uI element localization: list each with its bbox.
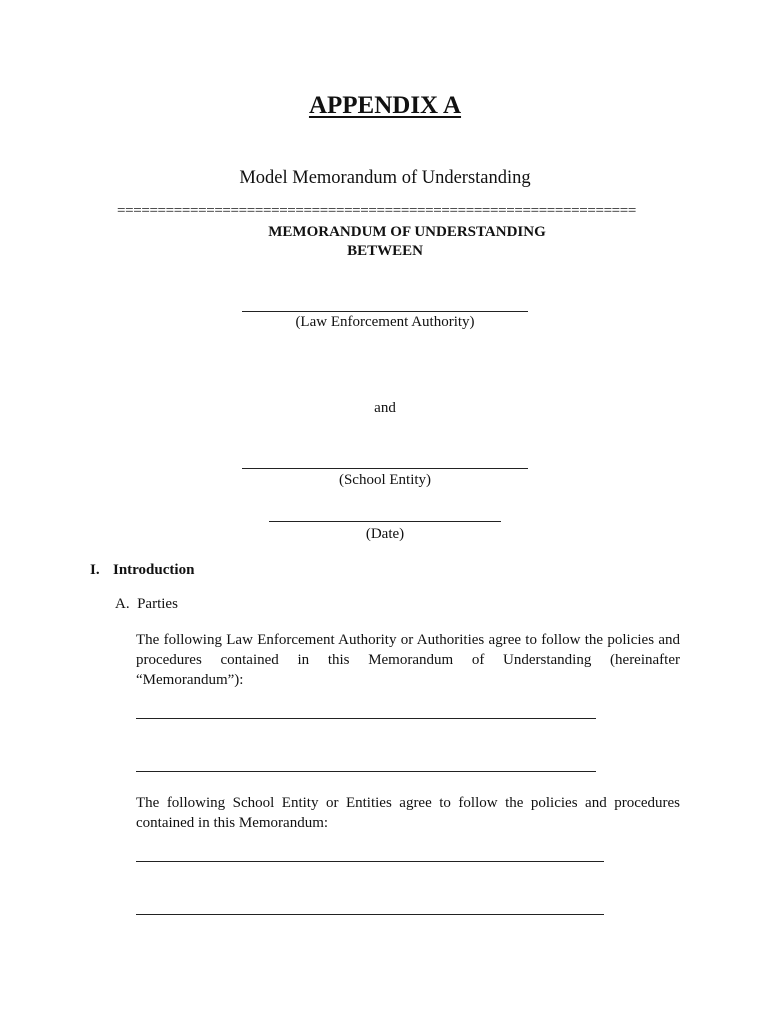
conjunction-and: and bbox=[374, 400, 396, 416]
school-entity-entry-line-1[interactable] bbox=[136, 861, 604, 862]
school-entity-signature-line[interactable] bbox=[242, 468, 528, 469]
document-title bbox=[0, 92, 770, 120]
law-enforcement-label: (Law Enforcement Authority) bbox=[295, 314, 475, 330]
separator-line: ================================================================ bbox=[117, 203, 637, 219]
memorandum-heading: MEMORANDUM OF UNDERSTANDING bbox=[268, 224, 546, 240]
section-title: Introduction bbox=[113, 562, 195, 578]
date-label: (Date) bbox=[365, 526, 405, 542]
law-enforcement-entry-line-1[interactable] bbox=[136, 718, 596, 719]
date-line[interactable] bbox=[269, 521, 501, 522]
law-enforcement-paragraph: The following Law Enforcement Authority or Authorities agree to follow the policies and procedures contained in this Memorandum of Understanding (hereinafter “Memorandum”): bbox=[136, 632, 680, 688]
memorandum-heading-between: BETWEEN bbox=[347, 243, 423, 259]
school-entity-entry-line-2[interactable] bbox=[136, 914, 604, 915]
law-enforcement-entry-line-2[interactable] bbox=[136, 771, 596, 772]
section-number: I. bbox=[90, 562, 100, 578]
school-entity-paragraph: The following School Entity or Entities agree to follow the policies and procedures contained in this Memorandum: bbox=[136, 795, 680, 831]
document-subtitle: Model Memorandum of Understanding bbox=[239, 168, 531, 188]
school-entity-label: (School Entity) bbox=[338, 472, 432, 488]
law-enforcement-signature-line[interactable] bbox=[242, 311, 528, 312]
document-title-text: APPENDIX A bbox=[308, 92, 462, 119]
subsection-parties: A. Parties bbox=[115, 596, 178, 612]
